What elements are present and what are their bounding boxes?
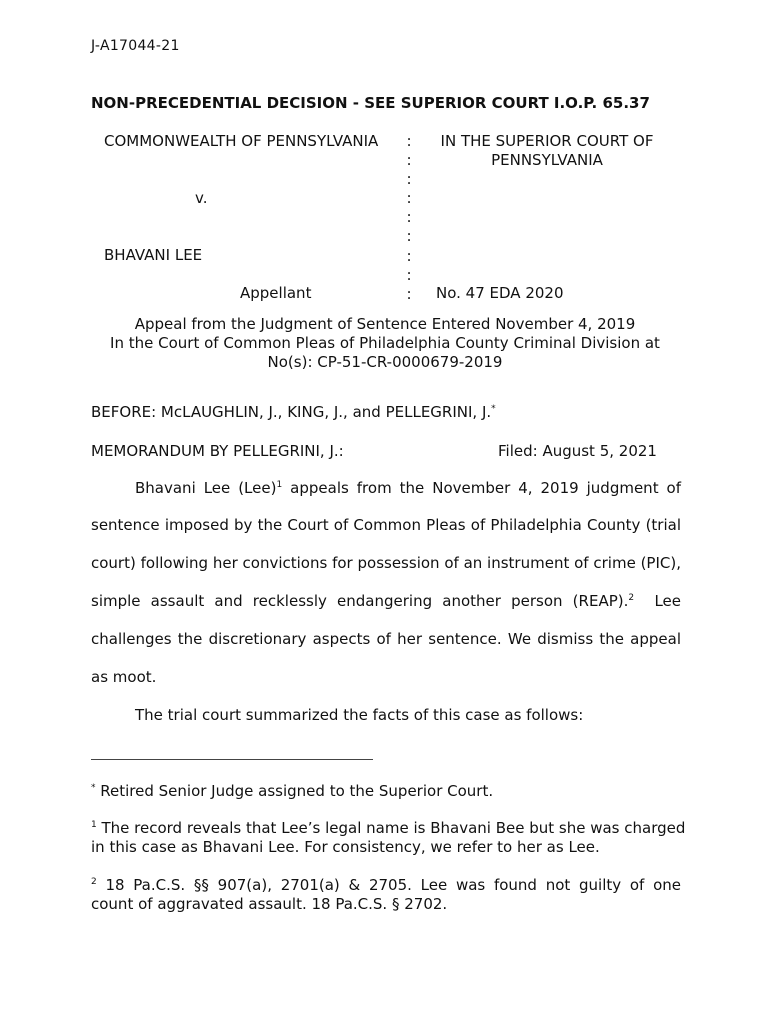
footnote-1 xyxy=(91,819,686,857)
case-caption-left xyxy=(104,132,404,150)
body-line: as moot. xyxy=(91,668,157,686)
colon-mark: : xyxy=(406,189,412,208)
footnote-star xyxy=(91,782,681,801)
body-line: challenges the discretionary aspects of her sentence. We dismiss the appeal xyxy=(91,630,681,648)
footnote-ref-1: 1 xyxy=(276,480,283,490)
body-paragraph-2: The trial court summarized the facts of this case as follows: xyxy=(135,706,584,724)
filed-date: Filed: August 5, 2021 xyxy=(498,442,657,460)
footnote-marker-star: * xyxy=(491,404,496,414)
footnote-ref-2: 2 xyxy=(628,593,635,603)
defendant-name: BHAVANI LEE xyxy=(104,246,203,264)
footnote-separator xyxy=(91,759,373,760)
colon-mark: : xyxy=(406,170,412,189)
footnote-text: The record reveals that Lee’s legal name is Bhavani Bee but she was charged xyxy=(96,819,686,837)
body-line: sentence imposed by the Court of Common Pleas of Philadelphia County (trial xyxy=(91,516,681,534)
footnote-marker: 2 xyxy=(91,877,97,887)
plaintiff-name: COMMONWEALTH OF PENNSYLVANIA xyxy=(104,132,379,150)
court-name-line2: PENNSYLVANIA xyxy=(491,151,603,169)
appellant-label: Appellant xyxy=(240,284,312,302)
body-text: Bhavani Lee (Lee) xyxy=(135,479,277,497)
court-name-line1: IN THE SUPERIOR COURT OF xyxy=(440,132,654,150)
versus-label: v. xyxy=(195,189,208,207)
body-line: court) following her convictions for possession of an instrument of crime (PIC), xyxy=(91,554,681,572)
footnote-marker: * xyxy=(91,783,96,793)
appeal-line2: In the Court of Common Pleas of Philadelphia County Criminal Division at xyxy=(110,334,660,352)
appeal-line3: No(s): CP-51-CR-0000679-2019 xyxy=(267,353,503,371)
footnote-text: 18 Pa.C.S. §§ 907(a), 2701(a) & 2705. Lee was found not guilty of one xyxy=(96,876,681,894)
colon-mark: : xyxy=(406,132,412,150)
appeal-line1: Appeal from the Judgment of Sentence Entered November 4, 2019 xyxy=(134,315,636,333)
footnote-text: Retired Senior Judge assigned to the Superior Court. xyxy=(95,782,494,800)
footnote-text: in this case as Bhavani Lee. For consistency, we refer to her as Lee. xyxy=(91,838,600,856)
docket-number: No. 47 EDA 2020 xyxy=(436,284,564,302)
body-text: appeals from the November 4, 2019 judgment of xyxy=(282,479,681,497)
body-line xyxy=(135,479,681,497)
panel-judges-text: BEFORE: McLAUGHLIN, J., KING, J., and PELLEGRINI, J. xyxy=(91,403,492,421)
footnote-marker: 1 xyxy=(91,820,97,830)
footnote-2 xyxy=(91,876,681,914)
footnote-text: count of aggravated assault. 18 Pa.C.S. § 2702. xyxy=(91,895,448,913)
body-text: simple assault and recklessly endangering another person (REAP). xyxy=(91,592,629,610)
caption-colon-divider xyxy=(404,132,414,304)
colon-mark: : xyxy=(406,265,412,284)
colon-mark: : xyxy=(406,151,412,170)
panel-judges xyxy=(91,403,496,421)
body-line xyxy=(91,592,681,610)
court-name xyxy=(432,132,662,170)
appeal-description xyxy=(91,315,679,372)
memorandum-author: MEMORANDUM BY PELLEGRINI, J.: xyxy=(91,442,344,460)
colon-mark: : xyxy=(406,227,412,246)
document-id: J-A17044-21 xyxy=(91,38,180,54)
colon-mark: : xyxy=(406,208,412,227)
non-precedential-notice: NON-PRECEDENTIAL DECISION - SEE SUPERIOR COURT I.O.P. 65.37 xyxy=(91,94,650,112)
colon-mark: : xyxy=(406,246,412,265)
colon-mark: : xyxy=(406,284,412,303)
body-text: Lee xyxy=(634,592,681,610)
